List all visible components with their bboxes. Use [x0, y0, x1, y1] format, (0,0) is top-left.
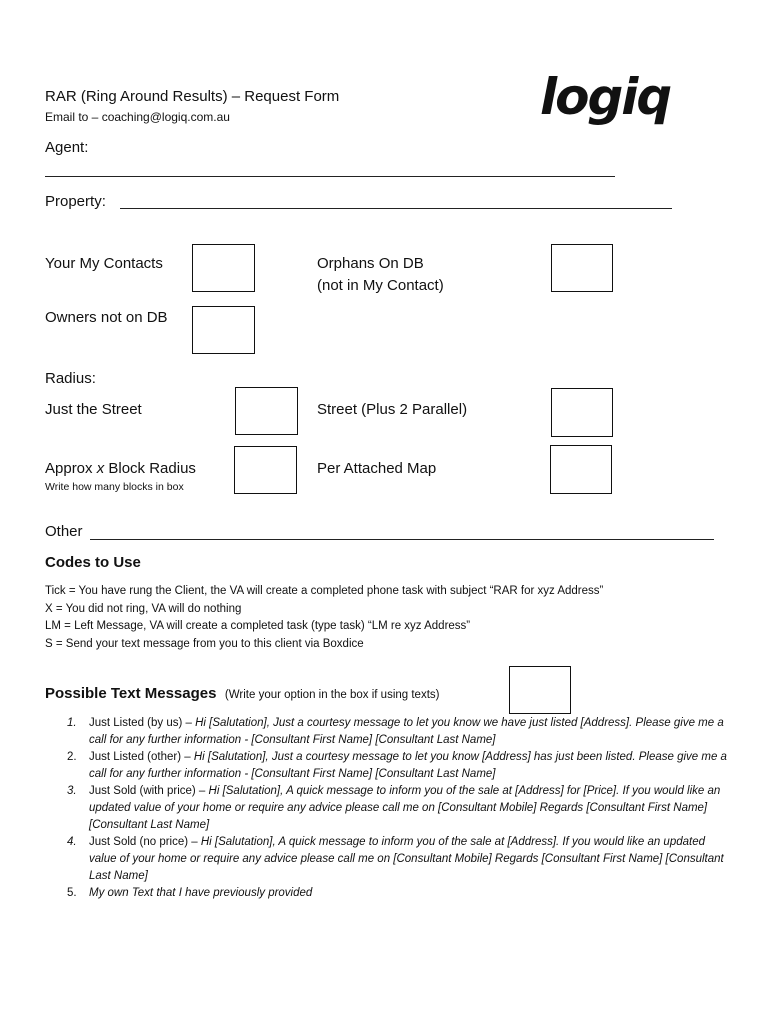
- message-lead: Just Listed (other) –: [89, 751, 194, 763]
- other-label: Other: [45, 523, 83, 540]
- message-lead: Just Listed (by us) –: [89, 717, 196, 729]
- radius-label: Radius:: [45, 370, 96, 387]
- orphans-label-line1: Orphans On DB: [317, 255, 424, 272]
- message-item: [45, 783, 735, 834]
- approx-block-radius-label: [45, 460, 196, 477]
- message-number: 5.: [67, 887, 77, 899]
- code-tick: Tick = You have rung the Client, the VA will create a completed phone task with subject “RAR for xyz Address”: [45, 585, 604, 597]
- message-item: [45, 715, 735, 749]
- message-lead: Just Sold (with price) –: [89, 785, 209, 797]
- message-text: Hi [Salutation], A quick message to inform you of the sale at [Address] for [Price]. If you would like an updated value of your home or require any advice please call me on [Consultant Mobile] Regards [Consultant First Name] [Consultant Last Name]: [89, 785, 721, 831]
- approx-prefix: Approx: [45, 460, 97, 477]
- street-plus-parallel-checkbox[interactable]: [551, 388, 613, 437]
- code-x: X = You did not ring, VA will do nothing: [45, 602, 242, 615]
- message-text: My own Text that I have previously provided: [89, 887, 313, 899]
- text-option-box[interactable]: [509, 666, 571, 714]
- message-item: [45, 749, 735, 783]
- approx-block-radius-box[interactable]: [234, 446, 297, 494]
- email-line: Email to – coaching@logiq.com.au: [45, 110, 230, 124]
- your-my-contacts-label: Your My Contacts: [45, 255, 163, 272]
- messages-note: (Write your option in the box if using texts): [224, 689, 440, 701]
- just-the-street-label: Just the Street: [45, 401, 142, 418]
- street-plus-parallel-label: Street (Plus 2 Parallel): [317, 401, 468, 418]
- message-lead: Just Sold (no price) –: [89, 836, 201, 848]
- approx-hint: Write how many blocks in box: [45, 481, 184, 493]
- messages-heading-row: [45, 685, 439, 703]
- message-text: Hi [Salutation], Just a courtesy message to let you know [Address] has just been listed. Please give me a call for any further information - [Consultant First Name] [Consultant Last Name]: [89, 751, 727, 780]
- owners-not-on-db-label: Owners not on DB: [45, 309, 168, 326]
- orphans-on-db-checkbox[interactable]: [551, 244, 613, 292]
- messages-list: [45, 715, 735, 902]
- codes-list: [45, 583, 745, 653]
- message-text: Hi [Salutation], A quick message to inform you of the sale at [Address]. If you would like an updated value of your home or require any advice please call me on [Consultant Mobile] Regards [Consultant First Name] [Consultant Last Name]: [89, 836, 724, 882]
- message-number: 4.: [67, 836, 77, 848]
- agent-input-line[interactable]: [45, 176, 615, 177]
- just-the-street-checkbox[interactable]: [235, 387, 298, 435]
- message-item: [45, 834, 735, 885]
- approx-x: x: [96, 460, 105, 477]
- property-input-line[interactable]: [120, 208, 672, 209]
- message-item: [45, 885, 735, 902]
- approx-suffix: Block Radius: [104, 460, 196, 477]
- form-title: RAR (Ring Around Results) – Request Form: [45, 88, 340, 105]
- codes-heading: Codes to Use: [45, 554, 141, 571]
- other-input-line[interactable]: [90, 539, 714, 540]
- code-s: S = Send your text message from you to this client via Boxdice: [45, 637, 364, 650]
- owners-not-on-db-checkbox[interactable]: [192, 306, 255, 354]
- message-number: 1.: [67, 717, 77, 729]
- orphans-label-line2: (not in My Contact): [317, 277, 444, 294]
- agent-label: Agent:: [45, 139, 89, 156]
- message-number: 2.: [67, 751, 77, 763]
- per-attached-map-checkbox[interactable]: [550, 445, 612, 494]
- per-attached-map-label: Per Attached Map: [317, 460, 437, 477]
- message-text: Hi [Salutation], Just a courtesy message to let you know we have just listed [Address]. Please give me a call for any further information - [Consultant First Name] [Consultant Last Name]: [89, 717, 724, 746]
- messages-heading: Possible Text Messages: [45, 685, 217, 702]
- your-my-contacts-checkbox[interactable]: [192, 244, 255, 292]
- message-number: 3.: [67, 785, 77, 797]
- property-label: Property:: [45, 193, 106, 210]
- logiq-logo: logiq: [540, 68, 671, 126]
- code-lm: LM = Left Message, VA will create a completed task (type task) “LM re xyz Address”: [45, 620, 471, 632]
